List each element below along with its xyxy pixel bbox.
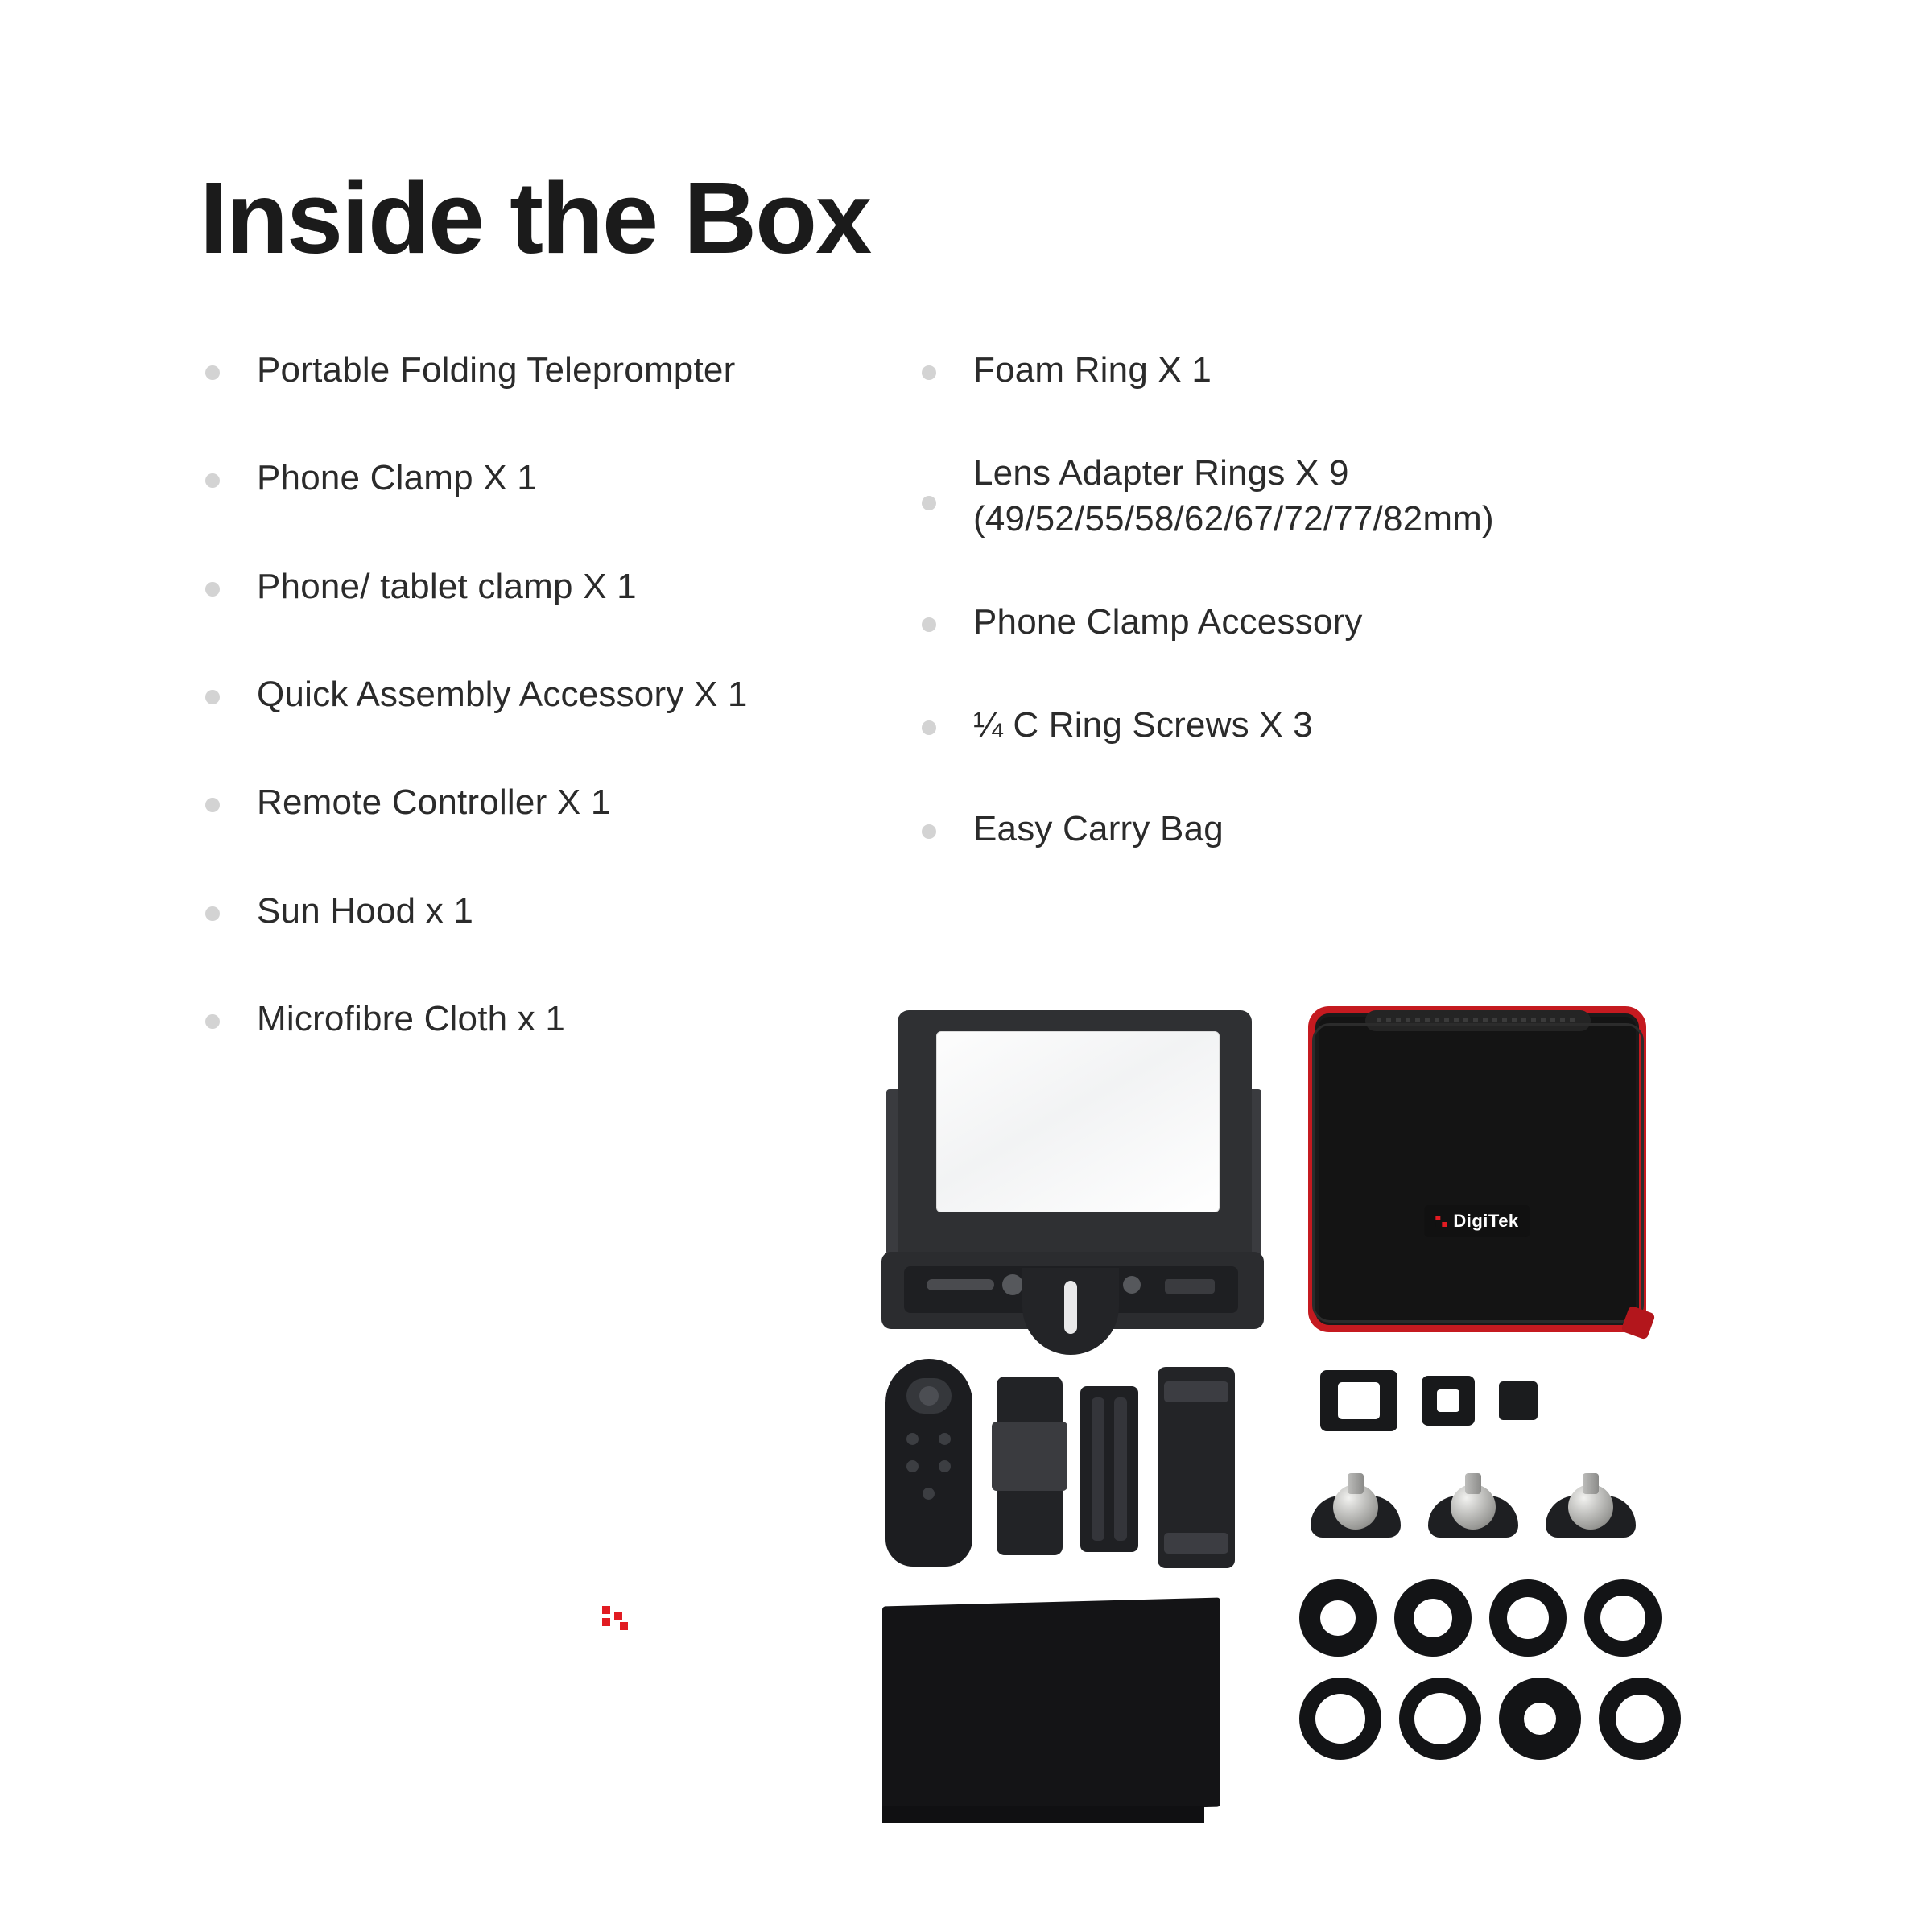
list-item [205,564,914,609]
list-item [205,672,914,717]
sun-hood-image [882,1598,1220,1816]
list-item-label: ¼ C Ring Screws X 3 [973,705,1313,745]
list-item-label: Foam Ring X 1 [973,350,1212,390]
bullet-dot-icon [922,824,936,839]
brand-mark-icon [602,1606,631,1635]
list-item [922,451,1646,542]
list-item-label: Phone Clamp Accessory [973,601,1363,642]
lens-adapter-rings-row [1299,1579,1681,1657]
list-item-label: Phone/ tablet clamp X 1 [257,566,637,606]
list-item-label: Remote Controller X 1 [257,782,611,823]
list-item [205,780,914,825]
lens-adapter-ring [1299,1678,1381,1760]
teleprompter-knob-secondary [1123,1276,1141,1294]
list-item [922,348,1646,393]
bullet-dot-icon [922,617,936,632]
tablet-clamp-image [1158,1367,1235,1568]
product-photo [869,998,1843,1860]
carry-bag-image [1308,1006,1646,1332]
list-item-label: Quick Assembly Accessory X 1 [257,674,748,714]
tablet-clamp-jaw-bottom [1164,1533,1228,1554]
list-item-label: Portable Folding Teleprompter [257,350,736,390]
bullet-dot-icon [205,906,220,921]
lens-adapter-ring [1399,1678,1481,1760]
lens-adapter-ring [1599,1678,1681,1760]
lens-adapter-ring [1499,1678,1581,1760]
brand-name: DigiTek [1453,1211,1519,1231]
list-item [205,456,914,501]
teleprompter-knob [1002,1274,1023,1295]
foam-ring-group [1320,1370,1538,1431]
teleprompter-frame [898,1010,1252,1268]
screw-post [1465,1473,1481,1494]
phone-clamp-accessory-image [1422,1376,1475,1426]
microfibre-cloth-image [1499,1381,1538,1420]
list-item [205,997,914,1042]
contents-right-column [922,348,1646,910]
list-item [205,348,914,393]
remote-controller-image [886,1359,972,1567]
lens-adapter-line-2: (49/52/55/58/62/67/72/77/82mm) [973,498,1494,539]
carry-bag-logo [1424,1205,1530,1237]
teleprompter-push-button [1165,1279,1215,1294]
remote-button [939,1433,951,1445]
bullet-dot-icon [205,365,220,380]
bullet-dot-icon [205,582,220,597]
remote-button [939,1460,951,1472]
foam-ring-image [1320,1370,1397,1431]
list-item [922,807,1646,852]
list-item-label: Microfibre Cloth x 1 [257,998,566,1038]
quick-assembly-accessory-image [1080,1386,1138,1552]
remote-button [906,1460,919,1472]
teleprompter-mount-slot [1064,1281,1077,1334]
bullet-dot-icon [922,720,936,735]
list-item [922,703,1646,748]
lens-adapter-ring [1394,1579,1472,1657]
c-ring-screw-image [1546,1473,1636,1547]
remote-button [906,1433,919,1445]
c-ring-screws-group [1311,1473,1636,1547]
list-item-label: Easy Carry Bag [973,808,1224,848]
c-ring-screw-image [1311,1473,1401,1547]
brand-square-icon [1435,1216,1447,1227]
screw-post [1348,1473,1364,1494]
teleprompter-mount [1022,1268,1119,1355]
remote-joystick [906,1378,952,1414]
bullet-dot-icon [922,365,936,380]
page-title: Inside the Box [200,161,871,275]
teleprompter-slot [927,1279,994,1290]
lens-adapter-ring [1299,1579,1377,1657]
carry-bag-zipper [1312,1023,1644,1323]
bullet-dot-icon [205,690,220,704]
remote-button [923,1488,935,1500]
bullet-dot-icon [922,496,936,510]
teleprompter-glass [936,1031,1220,1212]
tablet-clamp-jaw-top [1164,1381,1228,1402]
bullet-dot-icon [205,1014,220,1029]
lens-adapter-line-1: Lens Adapter Rings X 9 [973,453,1349,493]
c-ring-screw-image [1428,1473,1518,1547]
screw-post [1583,1473,1599,1494]
phone-clamp-band [992,1422,1067,1491]
list-item-label: Sun Hood x 1 [257,890,474,931]
list-item [922,600,1646,645]
bullet-dot-icon [205,798,220,812]
phone-clamp-image [997,1377,1063,1555]
lens-adapter-rings-row [1299,1678,1681,1760]
teleprompter-image [881,1010,1252,1332]
lens-adapter-ring [1584,1579,1662,1657]
list-item-label: Phone Clamp X 1 [257,458,537,498]
bullet-dot-icon [205,473,220,488]
lens-adapter-ring [1489,1579,1567,1657]
lens-adapter-rings-group [1299,1579,1681,1781]
list-item-label-multiline [973,451,1494,542]
list-item [205,889,914,934]
contents-left-column [205,348,914,1104]
